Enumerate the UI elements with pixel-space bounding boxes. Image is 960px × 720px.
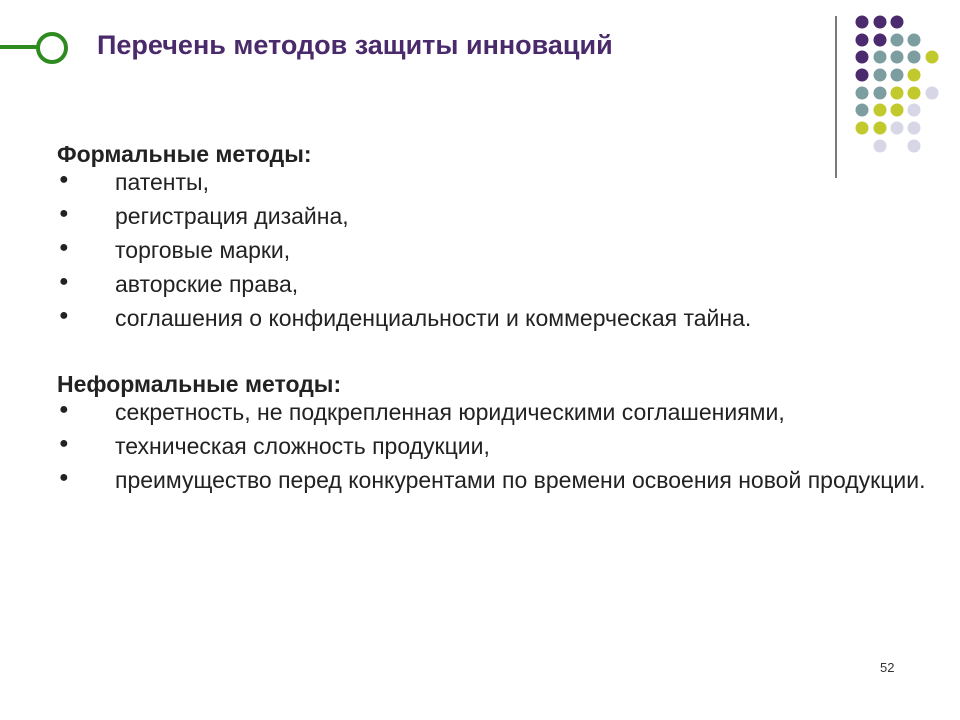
bullet-icon: ● — [59, 273, 69, 290]
bullet-icon: ● — [59, 401, 69, 418]
decor-dot — [856, 122, 869, 135]
bullet-icon: ● — [59, 435, 69, 452]
list-item: ● секретность, не подкрепленная юридическими соглашениями, — [59, 399, 785, 425]
bullet-icon: ● — [59, 307, 69, 324]
decor-dot — [874, 122, 887, 135]
decor-dot — [891, 51, 904, 64]
decor-dot — [908, 51, 921, 64]
decor-dot — [856, 69, 869, 82]
list-item: ● торговые марки, — [59, 237, 291, 263]
bullet-icon: ● — [59, 171, 69, 188]
decor-dot — [891, 104, 904, 117]
decor-dot — [891, 34, 904, 47]
decor-dot — [874, 51, 887, 64]
list-item: ● регистрация дизайна, — [59, 203, 349, 229]
decor-dot — [856, 87, 869, 100]
decor-dot — [856, 51, 869, 64]
decor-dot — [908, 69, 921, 82]
bullet-icon: ● — [59, 469, 69, 486]
title-accent-circle — [36, 32, 68, 64]
decor-dot — [908, 34, 921, 47]
decor-dot — [874, 69, 887, 82]
decor-dot — [926, 87, 939, 100]
decor-dot — [874, 16, 887, 29]
decor-dot — [856, 16, 869, 29]
list-item: ● техническая сложность продукции, — [59, 433, 490, 459]
decor-dot — [926, 51, 939, 64]
bullet-icon: ● — [59, 205, 69, 222]
slide-content — [57, 140, 937, 502]
decor-dot — [908, 87, 921, 100]
bullet-icon: ● — [59, 239, 69, 256]
decor-dot — [891, 122, 904, 135]
formal-methods-heading: Формальные методы: — [57, 141, 312, 167]
decor-dot — [856, 34, 869, 47]
formal-methods-list — [57, 170, 937, 330]
title-accent-line — [0, 45, 40, 49]
decor-dot — [891, 87, 904, 100]
list-item: ● соглашения о конфиденциальности и коммерческая тайна. — [59, 305, 752, 331]
informal-methods-list — [57, 400, 937, 492]
decor-dot — [908, 104, 921, 117]
decor-dot — [891, 16, 904, 29]
decor-dot — [874, 87, 887, 100]
list-item: ● авторские права, — [59, 271, 299, 297]
slide-title: Перечень методов защиты инноваций — [97, 30, 613, 60]
decor-dot — [874, 34, 887, 47]
list-item: ● преимущество перед конкурентами по времени освоения новой продукции. — [59, 467, 926, 493]
decor-dot — [891, 69, 904, 82]
list-item: ● патенты, — [59, 169, 209, 195]
decor-dot — [856, 104, 869, 117]
decor-dot — [908, 122, 921, 135]
decor-dot — [874, 104, 887, 117]
informal-methods-heading: Неформальные методы: — [57, 371, 342, 397]
page-number: 52 — [880, 660, 895, 675]
